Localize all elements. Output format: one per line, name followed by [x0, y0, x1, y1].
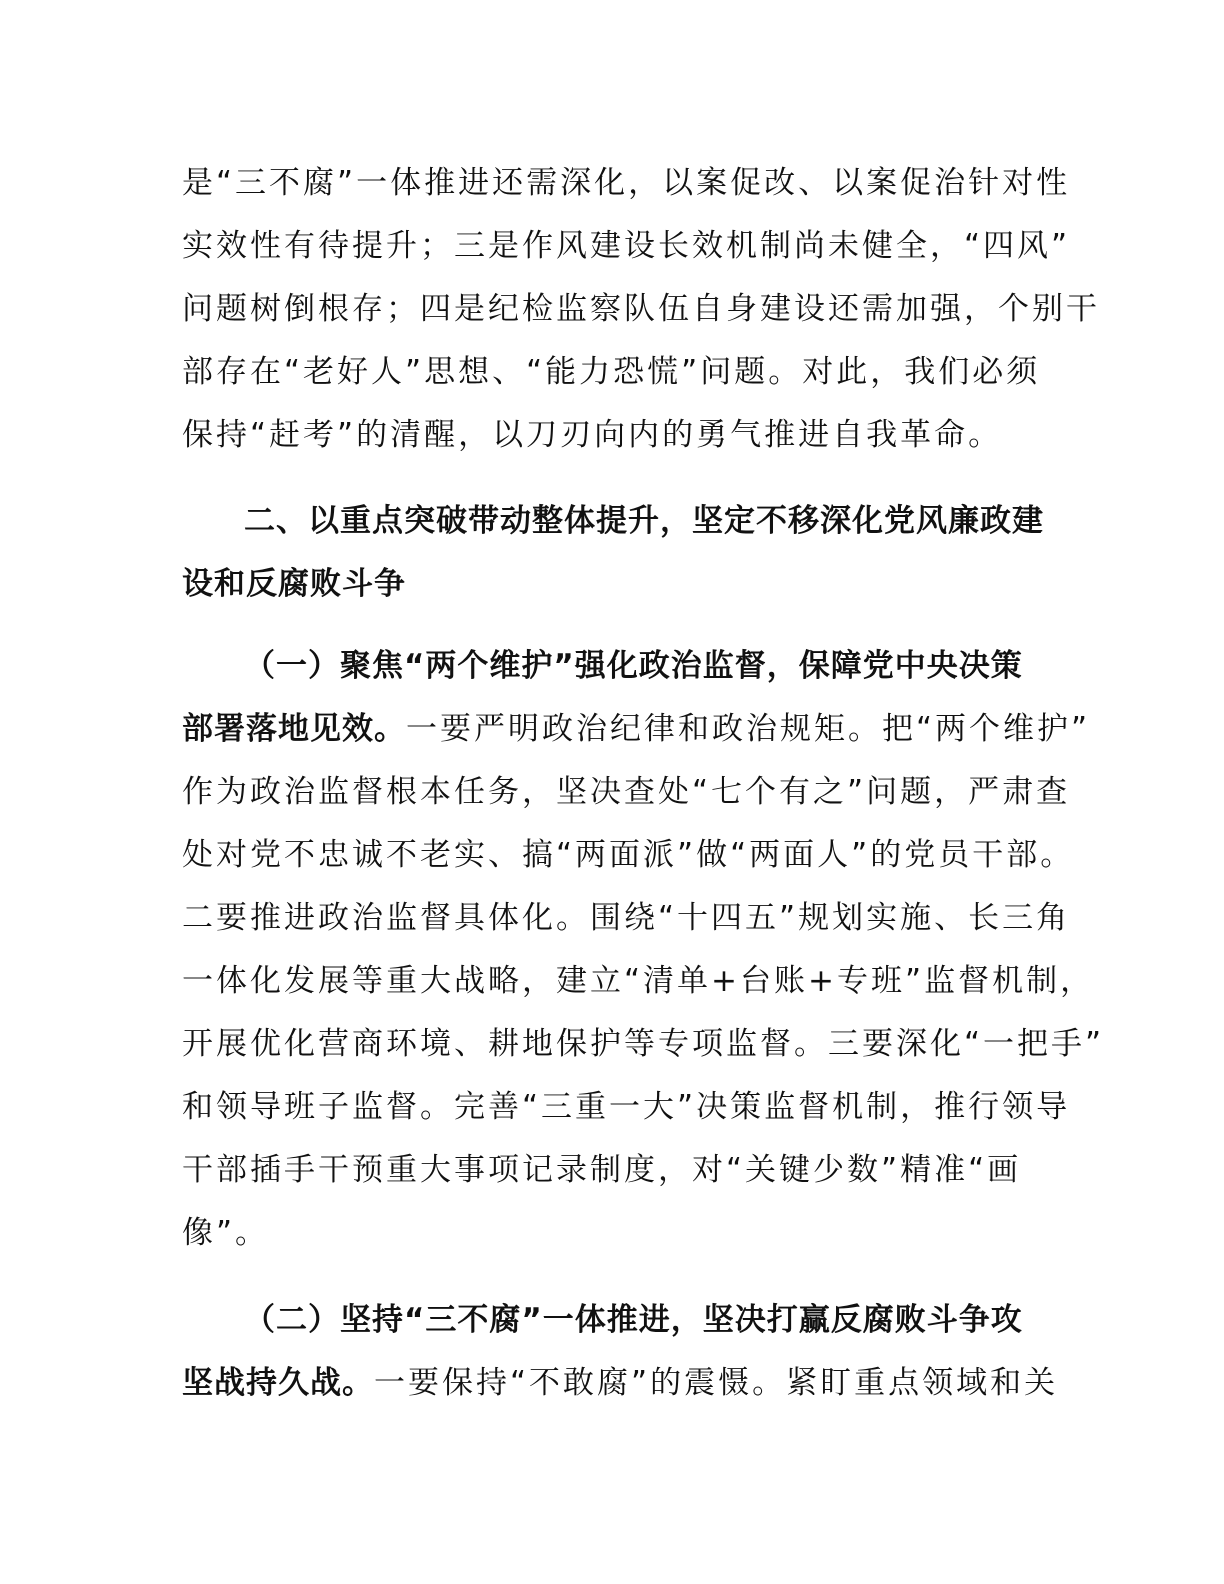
subsection-one-line-5: 二要推进政治监督具体化。围绕“十四五”规划实施、长三角 [182, 900, 1071, 936]
subsection-two-title: （二）坚持“三不腐”一体推进，坚决打赢反腐败斗争攻 [244, 1302, 1023, 1338]
subsection-two [182, 1289, 1059, 1415]
subsection-two-line-2 [182, 1352, 1059, 1415]
subsection-one-line-8: 和领导班子监督。完善“三重一大”决策监督机制，推行领导 [182, 1089, 1071, 1125]
intro-line-3: 问题树倒根存；四是纪检监察队伍自身建设还需加强，个别干 [182, 291, 1100, 327]
intro-line-5: 保持“赶考”的清醒，以刀刃向内的勇气推进自我革命。 [182, 417, 1003, 453]
intro-paragraph [182, 152, 1100, 467]
intro-line-4: 部存在“老好人”思想、“能力恐慌”问题。对此，我们必须 [182, 354, 1041, 390]
subsection-two-title-end: 坚战持久战。 [182, 1365, 374, 1401]
subsection-one-line-2-text: 一要严明政治纪律和政治规矩。把“两个维护” [406, 711, 1091, 747]
subsection-two-line-2-text: 一要保持“不敢腐”的震慑。紧盯重点领域和关 [374, 1365, 1059, 1401]
subsection-one-line-2 [182, 698, 1091, 761]
section-heading-line-1: 二、以重点突破带动整体提升，坚定不移深化党风廉政建 [244, 503, 1044, 539]
subsection-one-title-end: 部署落地见效。 [182, 711, 406, 747]
intro-line-1: 是“三不腐”一体推进还需深化，以案促改、以案促治针对性 [182, 165, 1071, 201]
subsection-one-line-4: 处对党不忠诚不老实、搞“两面派”做“两面人”的党员干部。 [182, 837, 1075, 873]
subsection-one [182, 635, 1105, 1265]
subsection-one-title: （一）聚焦“两个维护”强化政治监督，保障党中央决策 [244, 648, 1023, 684]
section-heading-line-2: 设和反腐败斗争 [182, 566, 406, 602]
intro-line-2: 实效性有待提升；三是作风建设长效机制尚未健全，“四风” [182, 228, 1071, 264]
subsection-one-line-6: 一体化发展等重大战略，建立“清单+台账+专班”监督机制， [182, 963, 1095, 999]
subsection-one-line-10: 像”。 [182, 1215, 270, 1251]
subsection-one-line-7: 开展优化营商环境、耕地保护等专项监督。三要深化“一把手” [182, 1026, 1105, 1062]
subsection-one-line-9: 干部插手干预重大事项记录制度，对“关键少数”精准“画 [182, 1152, 1022, 1188]
section-two-heading [182, 490, 1044, 616]
subsection-one-line-3: 作为政治监督根本任务，坚决查处“七个有之”问题，严肃查 [182, 774, 1071, 810]
